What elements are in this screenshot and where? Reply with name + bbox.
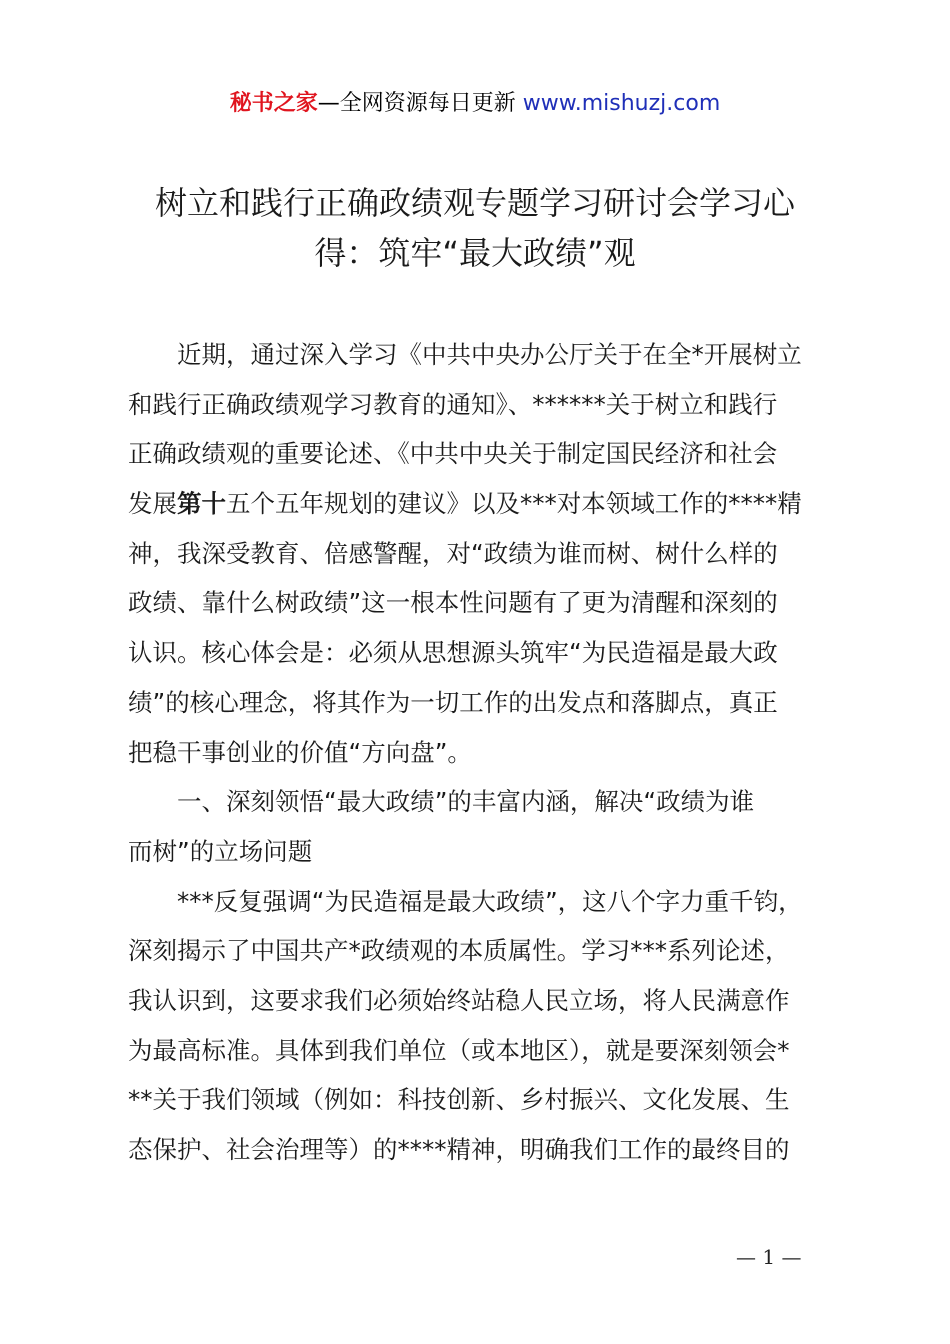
body-line: 为最高标准。具体到我们单位（或本地区），就是要深刻领会* — [128, 1035, 790, 1065]
section-heading-line: 而树”的立场问题 — [128, 836, 313, 866]
body-line: 态保护、社会治理等）的****精神，明确我们工作的最终目的 — [128, 1135, 790, 1164]
body-line: 政绩、靠什么树政绩”这一根本性问题有了更为清醒和深刻的 — [128, 588, 778, 618]
body-text-fragment: 发展 — [128, 489, 177, 519]
body-line: 认识。核心体会是：必须从思想源头筑牢“为民造福是最大政 — [128, 638, 778, 668]
body-line: 和践行正确政绩观学习教育的通知》、******关于树立和践行 — [128, 389, 778, 419]
body-line-with-emphasis — [128, 479, 838, 529]
site-header — [0, 88, 950, 120]
body-line: 把稳干事创业的价值“方向盘”。 — [128, 737, 472, 767]
body-line: ***反复强调“为民造福是最大政绩”，这八个字力重千钧， — [128, 886, 803, 916]
page-number: — 1 — — [736, 1245, 802, 1269]
title-line-2: 得：筑牢“最大政绩”观 — [314, 234, 636, 272]
body-text-fragment: 五个五年规划的建议》以及***对本领域工作的****精 — [226, 489, 802, 519]
header-tagline: —全网资源每日更新 — [317, 91, 516, 116]
body-line: **关于我们领域（例如：科技创新、乡村振兴、文化发展、生 — [128, 1085, 790, 1115]
brand-name: 秘书之家 — [229, 91, 318, 116]
body-line: 近期，通过深入学习《中共中央办公厅关于在全*开展树立 — [128, 340, 802, 369]
section-heading-line: 一、深刻领悟“最大政绩”的丰富内涵，解决“政绩为谁 — [128, 787, 755, 817]
document-title — [110, 178, 840, 278]
bold-text-fragment: 第十 — [177, 489, 226, 519]
body-line: 我认识到，这要求我们必须始终站稳人民立场，将人民满意作 — [128, 985, 790, 1015]
title-line-1: 树立和践行正确政绩观专题学习研讨会学习心 — [154, 184, 795, 222]
body-line: 深刻揭示了中国共产*政绩观的本质属性。学习***系列论述， — [128, 936, 790, 966]
document-body — [128, 330, 838, 1175]
body-line: 绩”的核心理念，将其作为一切工作的出发点和落脚点，真正 — [128, 687, 778, 717]
body-line: 神，我深受教育、倍感警醒，对“政绩为谁而树、树什么样的 — [128, 538, 778, 568]
body-line: 正确政绩观的重要论述、《中共中央关于制定国民经济和社会 — [128, 439, 778, 469]
site-url-link[interactable]: www.mishuzj.com — [522, 91, 721, 116]
